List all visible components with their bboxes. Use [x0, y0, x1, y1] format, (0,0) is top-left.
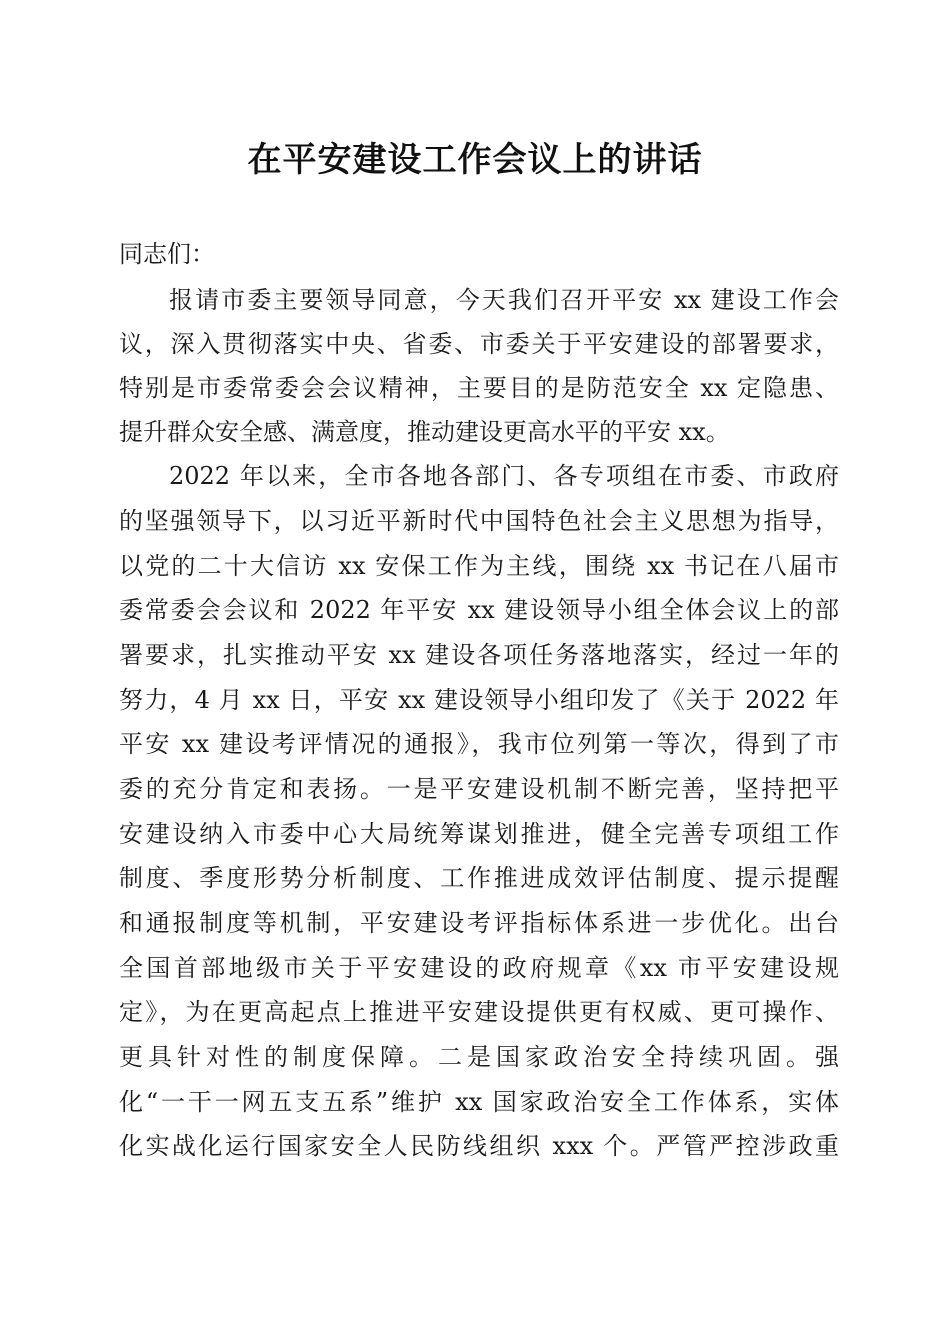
- paragraph-line: 平安 xx 建设考评情况的通报》，我市位列第一等次，得到了市: [119, 730, 839, 758]
- salutation: 同志们：: [119, 240, 215, 268]
- paragraph-line: 议，深入贯彻落实中央、省委、市委关于平安建设的部署要求，: [119, 330, 839, 358]
- paragraph-line: 的坚强领导下，以习近平新时代中国特色社会主义思想为指导，: [119, 507, 839, 535]
- paragraph-line: 定》，为在更高起点上推进平安建设提供更有权威、更可操作、: [119, 998, 839, 1026]
- paragraph-line: 化“一干一网五支五系”维护 xx 国家政治安全工作体系，实体: [119, 1088, 839, 1116]
- paragraph-line: 化实战化运行国家安全人民防线组织 xxx 个。严管严控涉政重: [119, 1132, 839, 1160]
- paragraph-line: 制度、季度形势分析制度、工作推进成效评估制度、提示提醒: [119, 864, 839, 892]
- paragraph-line: 全国首部地级市关于平安建设的政府规章《xx 市平安建设规: [119, 954, 839, 982]
- document-title: 在平安建设工作会议上的讲话: [247, 140, 703, 180]
- paragraph-line: 和通报制度等机制，平安建设考评指标体系进一步优化。出台: [119, 909, 839, 937]
- paragraph-line: 署要求，扎实推动平安 xx 建设各项任务落地落实，经过一年的: [119, 641, 839, 669]
- paragraph-line: 报请市委主要领导同意，今天我们召开平安 xx 建设工作会: [169, 286, 839, 314]
- paragraph-line: 更具针对性的制度保障。二是国家政治安全持续巩固。强: [119, 1043, 839, 1071]
- paragraph-line: 委常委会会议和 2022 年平安 xx 建设领导小组全体会议上的部: [119, 596, 839, 624]
- paragraph-line: 提升群众安全感、满意度，推动建设更高水平的平安 xx。: [119, 418, 730, 446]
- paragraph-line: 2022 年以来，全市各地各部门、各专项组在市委、市政府: [169, 462, 839, 490]
- paragraph-line: 努力，4 月 xx 日，平安 xx 建设领导小组印发了《关于 2022 年: [119, 686, 839, 714]
- paragraph-line: 特别是市委常委会会议精神，主要目的是防范安全 xx 定隐患、: [119, 374, 839, 402]
- paragraph-line: 委的充分肯定和表扬。一是平安建设机制不断完善，坚持把平: [119, 775, 839, 803]
- paragraph-line: 安建设纳入市委中心大局统筹谋划推进，健全完善专项组工作: [119, 820, 839, 848]
- paragraph-line: 以党的二十大信访 xx 安保工作为主线，围绕 xx 书记在八届市: [119, 552, 839, 580]
